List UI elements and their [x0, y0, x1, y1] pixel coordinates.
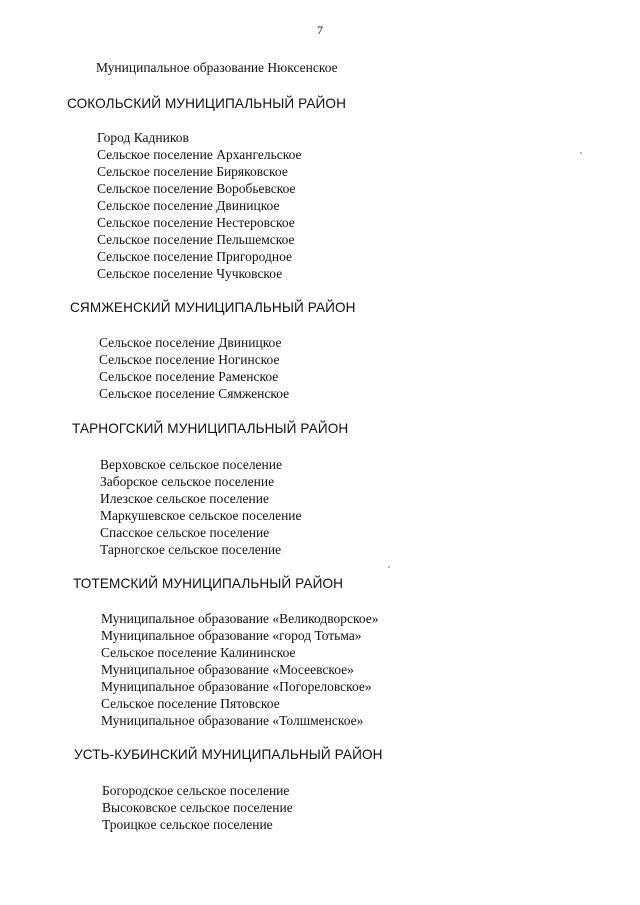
list-item: Муниципальное образование «Великодворское» [101, 611, 379, 626]
list-item: Сельское поселение Архангельское [97, 147, 302, 162]
intro-line: Муниципальное образование Нюксенское [96, 60, 338, 75]
section-title-totemsky: ТОТЕМСКИЙ МУНИЦИПАЛЬНЫЙ РАЙОН [73, 576, 344, 591]
list-item: Троицкое сельское поселение [102, 817, 273, 832]
list-item: Сельское поселение Пятовское [101, 696, 280, 711]
list-item: Муниципальное образование «Мосеевское» [101, 662, 354, 677]
list-item: Сельское поселение Раменское [99, 369, 279, 384]
list-item: Сельское поселение Пригородное [97, 249, 292, 264]
list-item: Верховское сельское поселение [100, 457, 282, 472]
list-item: Спасское сельское поселение [100, 525, 270, 540]
page-number: 7 [317, 23, 323, 37]
list-item: Муниципальное образование «город Тотьма» [101, 628, 362, 643]
list-item: Сельское поселение Сямженское [99, 386, 290, 401]
list-item: Высоковское сельское поселение [102, 800, 293, 815]
section-title-syamzhensky: СЯМЖЕНСКИЙ МУНИЦИПАЛЬНЫЙ РАЙОН [70, 300, 356, 315]
list-item: Сельское поселение Ногинское [99, 352, 280, 367]
list-item: Сельское поселение Пельшемское [97, 232, 295, 247]
list-item: Богородское сельское поселение [102, 783, 290, 798]
list-item: Город Кадников [97, 130, 189, 145]
scan-speck [388, 566, 390, 568]
list-item: Сельское поселение Биряковское [97, 164, 288, 179]
list-item: Маркушевское сельское поселение [100, 508, 302, 523]
list-item: Заборское сельское поселение [100, 474, 275, 489]
section-title-sokolsky: СОКОЛЬСКИЙ МУНИЦИПАЛЬНЫЙ РАЙОН [67, 96, 347, 111]
list-item: Сельское поселение Двиницкое [97, 198, 280, 213]
list-item: Муниципальное образование «Погореловское» [101, 679, 372, 694]
list-item: Сельское поселение Двиницкое [99, 335, 282, 350]
list-item: Сельское поселение Воробьевское [97, 181, 296, 196]
scan-speck [580, 152, 582, 154]
list-item: Тарногское сельское поселение [100, 542, 282, 557]
section-title-ust-kubinsky: УСТЬ-КУБИНСКИЙ МУНИЦИПАЛЬНЫЙ РАЙОН [74, 747, 383, 762]
list-item: Илезское сельское поселение [100, 491, 269, 506]
section-title-tarnogsky: ТАРНОГСКИЙ МУНИЦИПАЛЬНЫЙ РАЙОН [72, 421, 349, 436]
list-item: Муниципальное образование «Толшменское» [101, 713, 364, 728]
list-item: Сельское поселение Нестеровское [97, 215, 295, 230]
list-item: Сельское поселение Калининское [101, 645, 296, 660]
list-item: Сельское поселение Чучковское [97, 266, 283, 281]
